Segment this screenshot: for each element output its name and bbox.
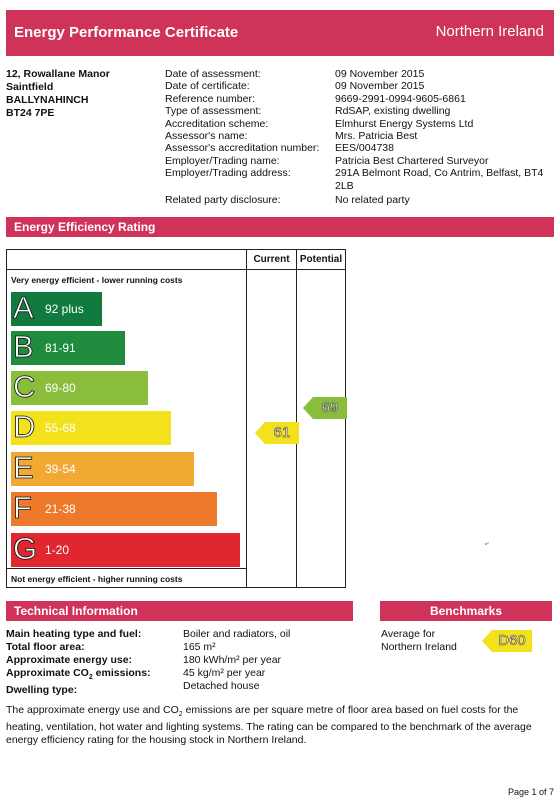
- band-letter: G: [13, 531, 38, 566]
- footer-divider: [7, 568, 246, 569]
- benchmark-value: D60: [492, 630, 532, 652]
- current-rating-value: 61: [265, 422, 299, 444]
- band-range: 1-20: [45, 543, 70, 557]
- benchmark-label-line: Average for: [381, 628, 436, 640]
- detail-value: Elmhurst Energy Systems Ltd: [335, 117, 474, 130]
- co2-label-text: Approximate CO: [6, 667, 89, 679]
- band-f: [11, 492, 217, 526]
- energy-rating-chart: [6, 249, 346, 588]
- co2-label-suffix: emissions:: [92, 667, 151, 679]
- band-c: [11, 371, 148, 405]
- bottom-efficiency-note: Not energy efficient - higher running costs: [11, 574, 183, 584]
- band-letter: E: [13, 450, 34, 485]
- detail-label: Accreditation scheme:: [165, 117, 269, 130]
- detail-label: Date of assessment:: [165, 68, 261, 80]
- address-line: BALLYNAHINCH: [6, 94, 89, 106]
- address-line: Saintfield: [6, 81, 54, 93]
- band-b: [11, 331, 125, 365]
- energy-use-label: Approximate energy use:: [6, 654, 133, 666]
- detail-label: Assessor's accreditation number:: [165, 142, 320, 155]
- detail-value: EES/004738: [335, 142, 394, 155]
- benchmarks-section-bar: [380, 601, 552, 621]
- technical-values: [183, 628, 290, 693]
- heating-label: Main heating type and fuel:: [6, 628, 142, 640]
- property-address: [6, 68, 110, 120]
- benchmark-label-line: Northern Ireland: [381, 641, 457, 653]
- detail-label: Date of certificate:: [165, 80, 250, 93]
- benchmarks-section-title: Benchmarks: [429, 604, 503, 618]
- floor-area-value: 165 m²: [183, 641, 216, 653]
- co2-label: [6, 667, 151, 684]
- description-subscript: 2: [178, 711, 183, 719]
- detail-label: Employer/Trading address:: [165, 167, 291, 180]
- current-column-header: Current: [253, 254, 290, 265]
- technical-section-bar: [6, 601, 353, 621]
- band-d: [11, 411, 171, 445]
- technical-labels: [6, 628, 151, 697]
- arrow-tip: [482, 630, 492, 652]
- column-divider: [246, 250, 247, 587]
- related-party-value: No related party: [335, 194, 410, 206]
- detail-value: 09 November 2015: [335, 80, 425, 93]
- detail-label: Type of assessment:: [165, 105, 262, 118]
- band-g: [11, 533, 240, 567]
- energy-rating-section-bar: [6, 217, 554, 237]
- address-line: BT24 7PE: [6, 107, 55, 119]
- band-range: 69-80: [45, 381, 76, 395]
- detail-value: Mrs. Patricia Best: [335, 130, 418, 143]
- detail-label: Employer/Trading name:: [165, 154, 280, 167]
- band-a: [11, 292, 102, 326]
- address-line: 12, Rowallane Manor: [6, 68, 110, 80]
- certificate-header: [6, 10, 554, 56]
- arrow-tip: [303, 397, 313, 419]
- band-letter: B: [13, 329, 34, 364]
- detail-value: RdSAP, existing dwelling: [335, 105, 451, 118]
- co2-value: 45 kg/m² per year: [183, 667, 266, 679]
- page-number: Page 1 of 7: [507, 787, 554, 797]
- details-values: [335, 68, 550, 192]
- band-letter: D: [13, 409, 36, 444]
- dwelling-type-value: Detached house: [183, 680, 260, 692]
- certificate-title: Energy Performance Certificate: [14, 24, 239, 41]
- detail-value: 9669-2991-0994-9605-6861: [335, 92, 466, 105]
- detail-value: 09 November 2015: [335, 68, 425, 80]
- detail-label: Reference number:: [165, 92, 255, 105]
- potential-rating-value: 69: [313, 397, 347, 419]
- energy-use-value: 180 kWh/m² per year: [183, 654, 282, 666]
- band-range: 39-54: [45, 462, 76, 476]
- band-letter: F: [13, 490, 32, 525]
- detail-label: Assessor's name:: [165, 130, 248, 143]
- potential-column-header: Potential: [299, 254, 343, 265]
- region-label: Northern Ireland: [435, 23, 544, 40]
- technical-description: [6, 704, 546, 747]
- band-letter: A: [13, 290, 34, 325]
- band-range: 92 plus: [45, 302, 84, 316]
- description-text-rest: emissions are per square metre of floor area based on fuel costs for the heating, ventilation, hot water and lighting systems. The rating can be compared to the benchmark of the average energy efficiency rating for the housing stock in Northern Ireland.: [6, 704, 532, 747]
- scan-speck: [484, 541, 490, 547]
- band-range: 21-38: [45, 502, 76, 516]
- band-range: 55-68: [45, 421, 76, 435]
- description-text: The approximate energy use and CO: [6, 704, 179, 716]
- related-party-label: Related party disclosure:: [165, 194, 281, 206]
- benchmark-label: [381, 628, 457, 654]
- detail-value: Patricia Best Chartered Surveyor: [335, 154, 489, 167]
- dwelling-type-label: Dwelling type:: [6, 684, 78, 697]
- floor-area-label: Total floor area:: [6, 641, 85, 653]
- column-divider: [296, 250, 297, 587]
- top-efficiency-note: Very energy efficient - lower running costs: [11, 275, 183, 285]
- energy-rating-section-title: Energy Efficiency Rating: [14, 220, 156, 234]
- details-labels: [165, 68, 319, 180]
- band-e: [11, 452, 194, 486]
- technical-section-title: Technical Information: [14, 604, 138, 618]
- header-divider: [7, 269, 345, 270]
- arrow-tip: [255, 422, 265, 444]
- band-letter: C: [13, 369, 36, 404]
- band-range: 81-91: [45, 341, 76, 355]
- detail-value: 291A Belmont Road, Co Antrim, Belfast, BT4 2LB: [335, 167, 544, 192]
- co2-label-subscript: 2: [88, 674, 93, 682]
- heating-value: Boiler and radiators, oil: [183, 628, 291, 640]
